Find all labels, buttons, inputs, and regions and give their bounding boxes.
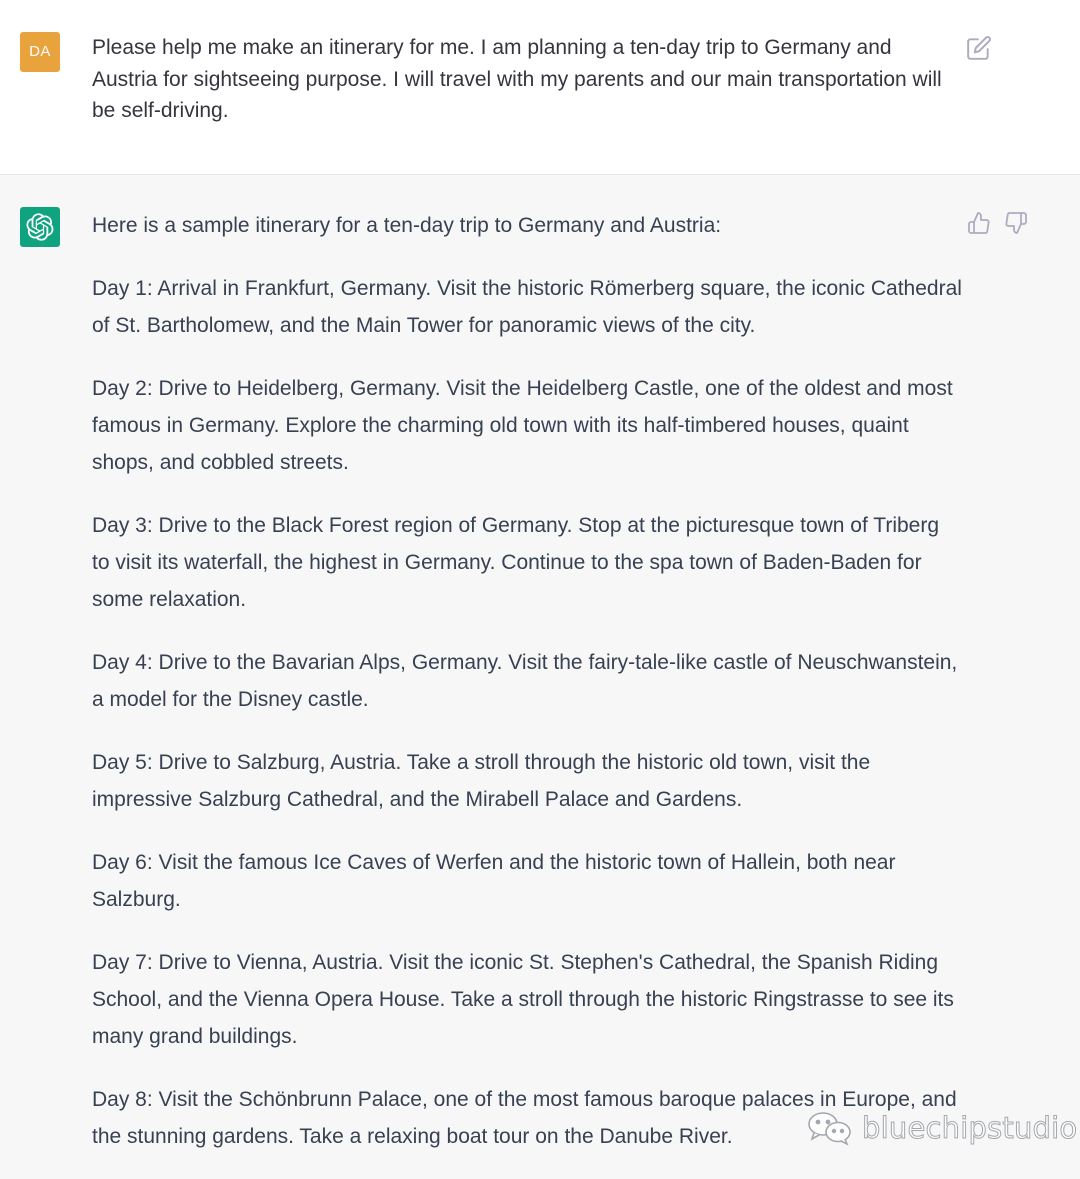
itinerary-day-1: Day 1: Arrival in Frankfurt, Germany. Visit the historic Römerberg square, the iconic Cathedral of St. Bartholomew, and the Main Tower for panoramic views of the city.	[92, 277, 962, 337]
user-message	[0, 0, 1080, 175]
openai-logo-icon	[20, 207, 60, 247]
watermark-text: bluechipstudio	[862, 1111, 1078, 1145]
itinerary-day-4: Day 4: Drive to the Bavarian Alps, Germany. Visit the fairy-tale-like castle of Neuschwanstein, a model for the Disney castle.	[92, 651, 958, 711]
itinerary-day-2: Day 2: Drive to Heidelberg, Germany. Visit the Heidelberg Castle, one of the oldest and most famous in Germany. Explore the charming old town with its half-timbered houses, quaint shops, and cobbled streets.	[92, 377, 953, 474]
itinerary-day-6: Day 6: Visit the famous Ice Caves of Werfen and the historic town of Hallein, both near Salzburg.	[92, 851, 896, 911]
user-avatar: DA	[20, 32, 60, 72]
assistant-response	[92, 207, 962, 1179]
itinerary-day-5: Day 5: Drive to Salzburg, Austria. Take a stroll through the historic old town, visit the impressive Salzburg Cathedral, and the Mirabell Palace and Gardens.	[92, 751, 871, 811]
itinerary-day-8: Day 8: Visit the Schönbrunn Palace, one of the most famous baroque palaces in Europe, and the stunning gardens. Take a relaxing boat tour on the Danube River.	[92, 1088, 957, 1148]
itinerary-day-3: Day 3: Drive to the Black Forest region of Germany. Stop at the picturesque town of Triberg to visit its waterfall, the highest in Germany. Continue to the spa town of Baden-Baden for some relaxation.	[92, 514, 940, 611]
itinerary-day-7: Day 7: Drive to Vienna, Austria. Visit the iconic St. Stephen's Cathedral, the Spanish Riding School, and the Vienna Opera House. Take a stroll through the historic Ringstrasse to see its many grand buildings.	[92, 951, 954, 1048]
watermark	[806, 1108, 1077, 1148]
edit-icon[interactable]	[966, 35, 994, 63]
response-intro: Here is a sample itinerary for a ten-day trip to Germany and Austria:	[92, 214, 722, 237]
thumbs-down-icon[interactable]	[1004, 211, 1030, 237]
assistant-message	[0, 175, 1080, 1179]
wechat-icon	[806, 1110, 854, 1146]
thumbs-up-icon[interactable]	[967, 211, 993, 237]
user-message-text: Please help me make an itinerary for me. I am planning a ten-day trip to Germany and Austria for sightseeing purpose. I will travel with my parents and our main transportation will be self-driving.	[92, 36, 942, 122]
